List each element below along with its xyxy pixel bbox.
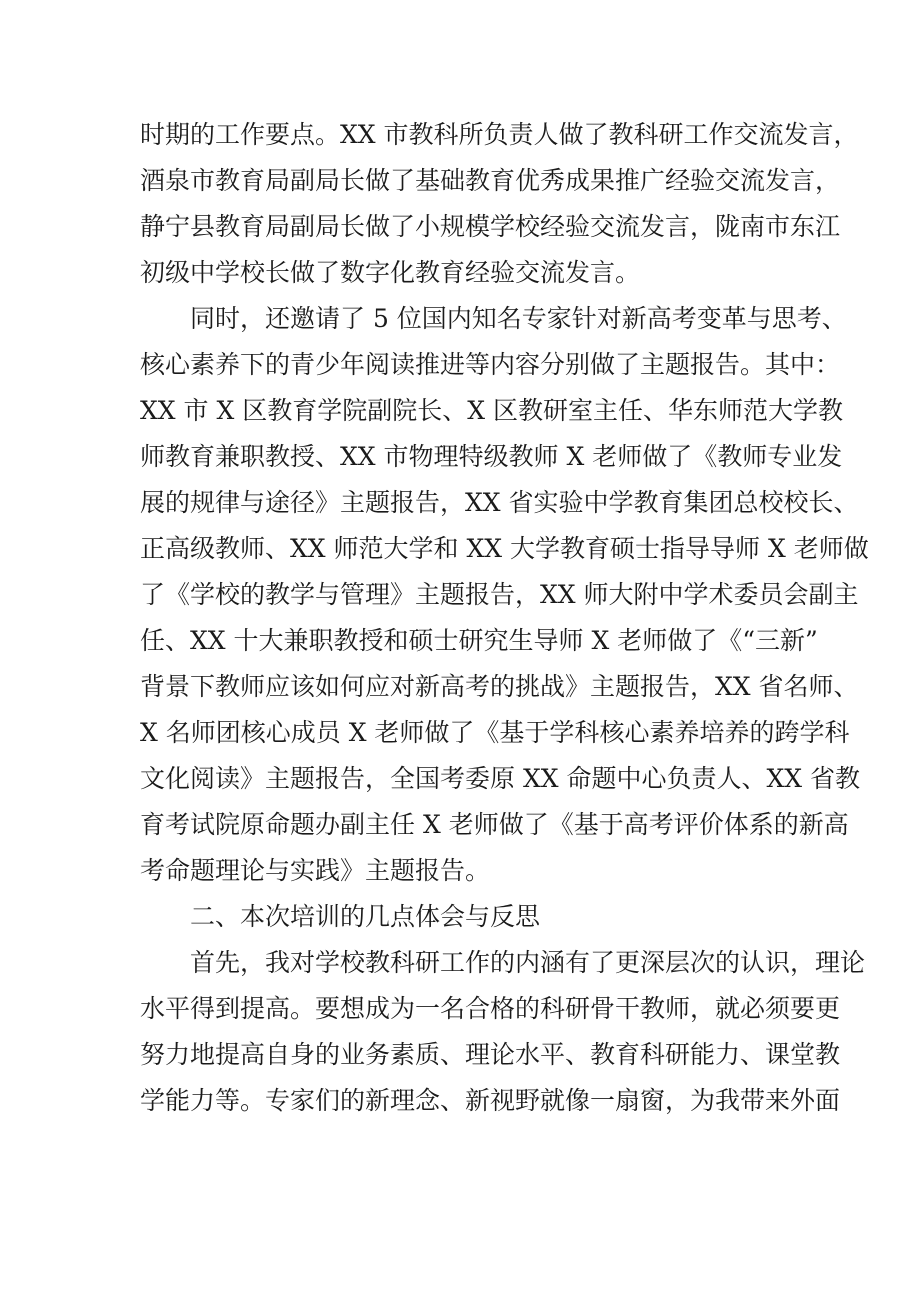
paragraph-line: 文化阅读》主题报告，全国考委原 XX 命题中心负责人、XX 省教 <box>140 764 861 793</box>
paragraph-line: 首先，我对学校教科研工作的内涵有了更深层次的认识，理论 <box>190 948 866 977</box>
paragraph-line: 考命题理论与实践》主题报告。 <box>140 856 491 885</box>
section-heading-text: 二、本次培训的几点体会与反思 <box>190 902 541 931</box>
paragraph-line: 学能力等。专家们的新理念、新视野就像一扇窗，为我带来外面 <box>140 1086 841 1115</box>
paragraph-line: 正高级教师、XX 师范大学和 XX 大学教育硕士指导导师 X 老师做 <box>140 534 869 563</box>
paragraph-line: 育考试院原命题办副主任 X 老师做了《基于高考评价体系的新高 <box>140 810 849 839</box>
paragraph-line: 师教育兼职教授、XX 市物理特级教师 X 老师做了《教师专业发 <box>140 442 843 471</box>
paragraph-line: 静宁县教育局副局长做了小规模学校经验交流发言，陇南市东江 <box>140 212 841 241</box>
section-heading <box>140 894 792 940</box>
paragraph-line: 初级中学校长做了数字化教育经验交流发言。 <box>140 258 641 287</box>
paragraph-line: 酒泉市教育局副局长做了基础教育优秀成果推广经验交流发言， <box>140 166 841 195</box>
paragraph-line: X 名师团核心成员 X 老师做了《基于学科核心素养培养的跨学科 <box>140 718 850 747</box>
paragraph-line: 了《学校的教学与管理》主题报告，XX 师大附中学术委员会副主 <box>140 580 859 609</box>
paragraph-1 <box>140 112 859 296</box>
paragraph-line: 背景下教师应该如何应对新高考的挑战》主题报告，XX 省名师、 <box>140 672 859 701</box>
paragraph-line: 水平得到提高。要想成为一名合格的科研骨干教师，就必须要更 <box>140 994 841 1023</box>
paragraph-2 <box>140 296 869 894</box>
document-body <box>140 112 869 1124</box>
paragraph-line: 同时，还邀请了 5 位国内知名专家针对新高考变革与思考、 <box>190 304 847 333</box>
paragraph-line: 展的规律与途径》主题报告，XX 省实验中学教育集团总校校长、 <box>140 488 859 517</box>
paragraph-3 <box>140 940 866 1124</box>
paragraph-line: 努力地提高自身的业务素质、理论水平、教育科研能力、课堂教 <box>140 1040 841 1069</box>
paragraph-line: 任、XX 十大兼职教授和硕士研究生导师 X 老师做了《“三新” <box>140 626 818 655</box>
paragraph-line: 时期的工作要点。XX 市教科所负责人做了教科研工作交流发言， <box>140 120 859 149</box>
paragraph-line: XX 市 X 区教育学院副院长、X 区教研室主任、华东师范大学教 <box>140 396 843 425</box>
paragraph-line: 核心素养下的青少年阅读推进等内容分别做了主题报告。其中： <box>140 350 841 379</box>
